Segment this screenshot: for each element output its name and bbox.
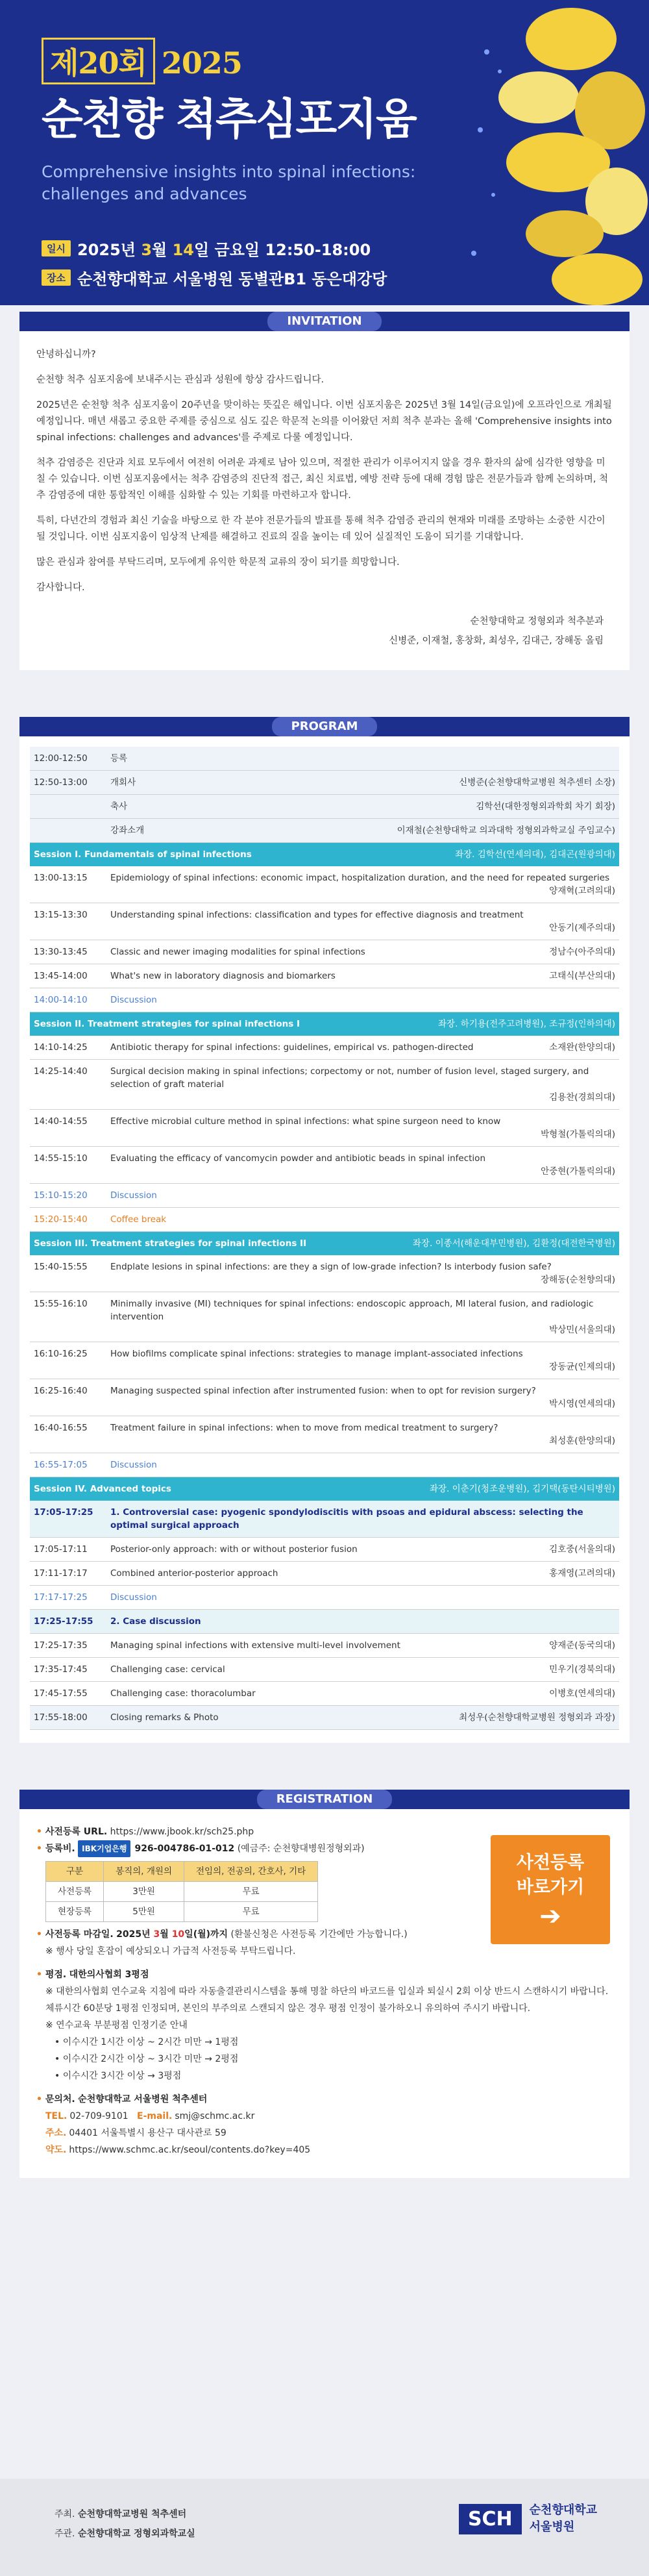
hero-banner (0, 0, 649, 305)
hero-edition (42, 38, 242, 84)
row-time: 12:00-12:50 (34, 753, 88, 764)
program-row (30, 1292, 619, 1342)
row-time: 14:10-14:25 (34, 1042, 88, 1053)
row-title: What's new in laboratory diagnosis and biomarkers (110, 971, 336, 981)
credit-label: 평점. (45, 1970, 67, 1980)
row-time: 14:25-14:40 (34, 1066, 88, 1077)
program-row (30, 1706, 619, 1730)
row-title: 강좌소개 (110, 825, 145, 836)
row-time: 13:45-14:00 (34, 971, 88, 981)
tel-value: 02-709-9101 (69, 2111, 129, 2121)
registration-section (19, 1790, 630, 2178)
arrow-right-icon: ➔ (539, 1901, 561, 1931)
deadline-pre: 2025년 (116, 1929, 154, 1940)
row-speaker: 민우기(경북의대) (549, 1664, 615, 1675)
decorative-spiral-graphic (402, 0, 649, 305)
fee-header-cell: 전임의, 전공의, 간호사, 기타 (184, 1862, 318, 1882)
email-value[interactable]: smj@schmc.ac.kr (175, 2111, 255, 2121)
session-header (30, 1477, 619, 1501)
session-title: Session I. Fundamentals of spinal infections (34, 849, 252, 860)
row-speaker: 안동기(제주의대) (549, 923, 615, 933)
row-title: Posterior-only approach: with or without posterior fusion (110, 1544, 358, 1555)
footer-hospital-name (530, 2502, 597, 2536)
fee-cell: 3만원 (104, 1882, 184, 1902)
program-row (30, 1036, 619, 1060)
row-time: 17:25-17:35 (34, 1640, 88, 1651)
row-time: 13:15-13:30 (34, 910, 88, 920)
invitation-heading: INVITATION (267, 312, 381, 331)
program-row (30, 1147, 619, 1184)
reg-button-line2: 바로가기 (516, 1877, 585, 1897)
session-header (30, 1012, 619, 1036)
row-title: Challenging case: thoracolumbar (110, 1688, 256, 1699)
row-speaker: 안중현(가톨릭의대) (541, 1166, 615, 1177)
row-time: 17:17-17:25 (34, 1592, 88, 1603)
reg-account-holder: (예금주: 순천향대병원정형외과) (237, 1844, 365, 1854)
row-title: Discussion (110, 1460, 157, 1470)
deadline-mid: 월 (160, 1929, 172, 1940)
map-link[interactable]: https://www.schmc.ac.kr/seoul/contents.do?key=405 (69, 2145, 311, 2155)
row-title: Minimally invasive (MI) techniques for spinal infections: endoscopic approach, MI lateral fusion, and radiologic intervention (110, 1299, 594, 1322)
hero-title: 순천향 척추심포지움 (42, 94, 416, 144)
chair-names: 이종서(해운대부민병원), 김환정(대전한국병원) (435, 1238, 615, 1249)
invitation-body (19, 331, 630, 596)
chair-names: 김학선(연세의대), 김대곤(원광의대) (477, 849, 615, 860)
credit-value: 대한의사협회 3평점 (69, 1970, 149, 1980)
program-row (30, 964, 619, 988)
date-mid: 월 (152, 241, 173, 259)
reg-account-label: 등록비. (45, 1844, 75, 1854)
deadline-day: 10 (171, 1929, 185, 1940)
program-table (19, 736, 630, 1730)
row-title: Epidemiology of spinal infections: economic impact, hospitalization duration, and the need for repeated surgeries (110, 873, 609, 883)
program-row (30, 1634, 619, 1658)
chair-label: 좌장. (412, 1238, 433, 1249)
bank-logo: IBK기업은행 (78, 1840, 130, 1857)
row-time (34, 824, 110, 837)
program-heading: PROGRAM (272, 717, 378, 736)
hero-subtitle-line2: challenges and advances (42, 184, 247, 203)
row-speaker: 고태식(부산의대) (549, 971, 615, 981)
program-row (30, 1586, 619, 1610)
program-row (30, 1453, 619, 1477)
fee-cell: 현장등록 (46, 1902, 104, 1922)
chair-names: 이춘기(청조운병원), 김기택(동탄시티병원) (452, 1484, 615, 1494)
contact-map (36, 2142, 613, 2158)
invitation-signature (19, 605, 630, 651)
program-row (30, 940, 619, 964)
fee-header-cell: 봉직의, 개원의 (104, 1862, 184, 1882)
registration-body (19, 1809, 630, 2158)
session-title: Session II. Treatment strategies for spinal infections I (34, 1019, 300, 1029)
session-header (30, 1232, 619, 1255)
program-row (30, 1110, 619, 1147)
row-speaker: 소재완(한양의대) (549, 1042, 615, 1053)
row-time: 15:10-15:20 (34, 1190, 88, 1201)
row-title: Coffee break (110, 1214, 167, 1225)
contact-label: 문의처. (45, 2094, 75, 2105)
row-time: 16:55-17:05 (34, 1460, 88, 1470)
row-title: Surgical decision making in spinal infections; corpectomy or not, number of fusion level, staged surgery, and selection of graft material (110, 1066, 589, 1090)
reg-url-link[interactable]: https://www.jbook.kr/sch25.php (110, 1827, 254, 1837)
deadline-note2: ※ 행사 당일 혼잡이 예상되오니 가급적 사전등록 부탁드립니다. (45, 1946, 296, 1957)
signature-dept: 순천향대학교 정형외과 척추분과 (470, 616, 604, 627)
session-title: Session III. Treatment strategies for spinal infections II (34, 1238, 307, 1249)
program-row (30, 866, 619, 903)
place-row (42, 266, 387, 289)
row-speaker: 김용찬(경희의대) (549, 1092, 615, 1103)
program-row (30, 747, 619, 771)
fee-cell: 5만원 (104, 1902, 184, 1922)
row-time (34, 800, 110, 813)
row-title: Managing spinal infections with extensive multi-level involvement (110, 1640, 400, 1651)
registration-header (19, 1790, 630, 1809)
row-speaker: 최성우(순천향대학교병원 정형외과 과장) (459, 1712, 615, 1723)
row-time: 17:35-17:45 (34, 1664, 88, 1675)
chair-names: 하기용(전주고려병원), 조규정(인하의대) (460, 1019, 615, 1029)
contact-row (36, 2091, 613, 2108)
addr-value: 04401 서울특별시 용산구 대사관로 59 (69, 2128, 227, 2138)
fee-row (46, 1882, 318, 1902)
row-time: 17:05-17:25 (34, 1507, 93, 1518)
row-time: 15:55-16:10 (34, 1299, 88, 1309)
credit-row (36, 1966, 613, 1983)
deadline-note: (환불신청은 사전등록 기간에만 가능합니다.) (230, 1929, 408, 1940)
row-time: 14:00-14:10 (34, 995, 88, 1005)
row-time: 17:05-17:11 (34, 1544, 88, 1555)
row-title: Treatment failure in spinal infections: when to move from medical treatment to surgery? (110, 1423, 498, 1433)
row-speaker: 양재준(동국의대) (549, 1640, 615, 1651)
footer (0, 2479, 649, 2576)
program-row (30, 1379, 619, 1416)
row-title: Effective microbial culture method in spinal infections: what spine surgeon need to know (110, 1116, 501, 1127)
row-speaker: 장해동(순천향의대) (541, 1275, 615, 1285)
row-speaker: 박형철(가톨릭의대) (541, 1129, 615, 1140)
row-speaker: 양재혁(고려의대) (549, 886, 615, 896)
row-speaker: 홍재영(고려의대) (549, 1568, 615, 1579)
case-title: 1. Controversial case: pyogenic spondylodiscitis with psoas and epidural abscess: selecting the optimal surgical approach (110, 1507, 583, 1531)
program-row (30, 1255, 619, 1292)
date-tag: 일시 (42, 240, 71, 256)
program-header (19, 717, 630, 736)
footer-organizers (55, 2505, 195, 2544)
case-title: 2. Case discussion (110, 1616, 201, 1627)
credit-rule: • 이수시간 2시간 이상 ~ 3시간 미만 → 2평점 (55, 2054, 239, 2064)
row-title: 등록 (110, 753, 128, 764)
row-time: 17:45-17:55 (34, 1688, 88, 1699)
row-title: Classic and newer imaging modalities for spinal infections (110, 947, 365, 957)
signature-names: 신병준, 이재철, 홍창화, 최성우, 김대근, 장해동 올림 (389, 636, 604, 646)
addr-label: 주소. (45, 2128, 67, 2138)
contact-address (36, 2125, 613, 2142)
pre-registration-button[interactable] (491, 1835, 610, 1944)
program-row (30, 1562, 619, 1586)
program-row (30, 771, 619, 795)
registration-heading: REGISTRATION (257, 1790, 393, 1809)
program-row (30, 1342, 619, 1379)
row-title: 개회사 (110, 777, 136, 788)
fee-table (45, 1861, 318, 1922)
case-header (30, 1610, 619, 1634)
row-time: 17:25-17:55 (34, 1616, 93, 1627)
case-header (30, 1501, 619, 1538)
map-label: 약도. (45, 2145, 67, 2155)
hospital-name-line2: 서울병원 (529, 2520, 575, 2534)
program-row (30, 1060, 619, 1110)
row-speaker: 신병준(순천향대학교병원 척추센터 소장) (459, 777, 615, 788)
session-chair (455, 848, 615, 861)
row-speaker: 박시영(연세의대) (549, 1399, 615, 1409)
footer-org (55, 2524, 195, 2544)
row-speaker: 김학선(대한정형외과학회 차기 회장) (476, 801, 615, 812)
footer-logo (459, 2502, 597, 2536)
host-value: 순천향대학교병원 척추센터 (77, 2509, 187, 2520)
hospital-name-line1: 순천향대학교 (529, 2503, 597, 2517)
hero-info (42, 237, 387, 295)
row-speaker: 정남수(아주의대) (549, 947, 615, 957)
row-title: Challenging case: cervical (110, 1664, 225, 1675)
footer-host (55, 2505, 195, 2524)
program-row (30, 1184, 619, 1208)
row-speaker: 이병호(연세의대) (549, 1688, 615, 1699)
row-time: 16:25-16:40 (34, 1386, 88, 1396)
invitation-section (19, 312, 630, 670)
credit-rule: • 이수시간 1시간 이상 ~ 2시간 미만 → 1평점 (55, 2037, 239, 2047)
session-chair (413, 1237, 615, 1250)
date-pre: 2025년 (77, 241, 141, 259)
edition-year: 2025 (161, 45, 242, 81)
fee-cell: 무료 (184, 1902, 318, 1922)
row-time: 17:55-18:00 (34, 1712, 88, 1723)
row-title: Endplate lesions in spinal infections: are they a sign of low-grade infection? Is interbody fusion safe? (110, 1262, 552, 1272)
row-time: 15:20-15:40 (34, 1214, 88, 1225)
edition-badge: 제20회 (42, 38, 155, 84)
program-section (19, 717, 630, 1743)
row-title: Evaluating the efficacy of vancomycin powder and antibiotic beads in spinal infection (110, 1153, 485, 1164)
fee-cell: 무료 (184, 1882, 318, 1902)
host-label: 주최. (55, 2509, 75, 2520)
invitation-paragraph: 안녕하십니까? (36, 349, 96, 360)
date-text (77, 237, 371, 260)
contact-value: 순천향대학교 서울병원 척추센터 (78, 2094, 208, 2105)
row-time: 16:10-16:25 (34, 1349, 88, 1359)
invitation-paragraph: 감사합니다. (36, 582, 85, 593)
program-row (30, 988, 619, 1012)
program-row (30, 819, 619, 843)
program-row (30, 1416, 619, 1453)
fee-cell: 사전등록 (46, 1882, 104, 1902)
invitation-paragraph: 척추 감염증은 진단과 치료 모두에서 여전히 어려운 과제로 남아 있으며, 적절한 관리가 이루어지지 않을 경우 환자의 삶에 심각한 영향을 미칠 수 있습니다. 이번 심포지움에서는 척추 감염증의 진단적 접근, 최신 치료법, 예방 전략 등에 대해 경험 많은 전문가들과 함께 논의하며, 척추 감염증에 대한 통합적인 이해를 심화할 수 있는 기회를 마련하고자 합니다. (36, 458, 608, 501)
invitation-paragraph: 2025년은 순천향 척추 심포지움이 20주년을 맞이하는 뜻깊은 해입니다. 이번 심포지움은 2025년 3월 14일(금요일)에 오프라인으로 개최될 예정입니다. 매년 새롭고 중요한 주제를 중심으로 심도 깊은 학문적 논의를 이어왔던 저희 척추 분과는 올해 'Comprehensive insights into spinal infections: challenges and advances'를 주제로 다룰 예정입니다. (36, 400, 612, 443)
chair-label: 좌장. (438, 1019, 458, 1029)
row-title: Closing remarks & Photo (110, 1712, 219, 1723)
row-time: 13:30-13:45 (34, 947, 88, 957)
reg-button-line1: 사전등록 (516, 1853, 585, 1873)
row-title: Combined anterior-posterior approach (110, 1568, 278, 1579)
row-title: Understanding spinal infections: classification and types for effective diagnosis and treatment (110, 910, 524, 920)
hero-subtitle-line1: Comprehensive insights into spinal infections: (42, 162, 416, 181)
row-speaker: 이재철(순천향대학교 의과대학 정형외과학교실 주임교수) (397, 825, 615, 836)
email-label: E-mail. (137, 2111, 173, 2121)
reg-account-number: 926-004786-01-012 (134, 1844, 235, 1854)
row-title: Discussion (110, 995, 157, 1005)
date-day: 14 (172, 241, 194, 259)
sch-logo: SCH (459, 2504, 522, 2534)
session-header (30, 843, 619, 866)
session-title: Session IV. Advanced topics (34, 1484, 171, 1494)
fee-header-row (46, 1862, 318, 1882)
fee-header-cell: 구분 (46, 1862, 104, 1882)
place-tag: 장소 (42, 269, 71, 286)
row-title: How biofilms complicate spinal infections: strategies to manage implant-associated infections (110, 1349, 523, 1359)
invitation-header (19, 312, 630, 331)
date-post: 일 금요일 12:50-18:00 (193, 241, 371, 259)
credit-note2: ※ 연수교육 부분평점 인정기준 안내 (45, 2020, 188, 2031)
reg-url-label: 사전등록 URL. (45, 1827, 108, 1837)
tel-label: TEL. (45, 2111, 67, 2121)
row-title: 축사 (110, 801, 128, 812)
org-label: 주관. (55, 2529, 75, 2539)
deadline-post: 일(월)까지 (184, 1929, 228, 1940)
session-chair (430, 1482, 615, 1495)
row-time: 17:11-17:17 (34, 1568, 88, 1579)
row-speaker: 장동균(인제의대) (549, 1362, 615, 1372)
row-time: 15:40-15:55 (34, 1262, 88, 1272)
contact-tel-email (36, 2108, 613, 2125)
deadline-label: 사전등록 마감일. (45, 1929, 114, 1940)
row-speaker: 최성훈(한양의대) (549, 1436, 615, 1446)
row-title: Antibiotic therapy for spinal infections: guidelines, empirical vs. pathogen-directed (110, 1042, 474, 1053)
program-row (30, 1208, 619, 1232)
credit-rule: • 이수시간 3시간 이상 → 3평점 (55, 2071, 182, 2081)
row-title: Managing suspected spinal infection after instrumented fusion: when to opt for revision surgery? (110, 1386, 536, 1396)
program-row (30, 903, 619, 940)
program-row (30, 1538, 619, 1562)
date-month: 3 (141, 241, 153, 259)
deadline-month: 3 (153, 1929, 160, 1940)
credit-note1: ※ 대한의사협회 연수교육 지침에 따라 자동출결관리시스템을 통해 명찰 하단의 바코드를 입실과 퇴실시 2회 이상 반드시 스캔하시기 바랍니다. 체류시간 60분당 1평점 인정되며, 본인의 부주의로 스캔되지 않은 경우 평점 인정이 불가하오니 유의하여 주시기 바랍니다. (45, 1986, 609, 2014)
program-row (30, 1658, 619, 1682)
place-text: 순천향대학교 서울병원 동별관B1 동은대강당 (77, 270, 387, 288)
chair-label: 좌장. (455, 849, 475, 860)
org-value: 순천향대학교 정형외과학교실 (77, 2529, 195, 2539)
row-time: 13:00-13:15 (34, 873, 88, 883)
fee-row (46, 1902, 318, 1922)
program-row (30, 1682, 619, 1706)
invitation-paragraph: 특히, 다년간의 경험과 최신 기술을 바탕으로 한 각 분야 전문가들의 발표를 통해 척추 감염증 관리의 현재와 미래를 조망하는 소중한 시간이 될 것입니다. 이번 심포지움이 임상적 난제를 해결하고 진료의 질을 높이는 데 있어 실질적인 도움이 되기를 기대합니다. (36, 516, 606, 542)
session-chair (438, 1018, 615, 1031)
row-time: 14:55-15:10 (34, 1153, 88, 1164)
row-title: Discussion (110, 1190, 157, 1201)
chair-label: 좌장. (429, 1484, 450, 1494)
row-time: 12:50-13:00 (34, 777, 88, 788)
hero-subtitle (42, 161, 415, 205)
invitation-paragraph: 많은 관심과 참여를 부탁드리며, 모두에게 유익한 학문적 교류의 장이 되기를 희망합니다. (36, 557, 400, 568)
row-speaker: 김호중(서울의대) (549, 1544, 615, 1555)
date-row (42, 237, 387, 260)
row-title: Discussion (110, 1592, 157, 1603)
row-time: 14:40-14:55 (34, 1116, 88, 1127)
program-row (30, 795, 619, 819)
row-time: 16:40-16:55 (34, 1423, 88, 1433)
row-speaker: 박상민(서울의대) (549, 1325, 615, 1335)
invitation-paragraph: 순천향 척추 심포지움에 보내주시는 관심과 성원에 항상 감사드립니다. (36, 375, 324, 385)
